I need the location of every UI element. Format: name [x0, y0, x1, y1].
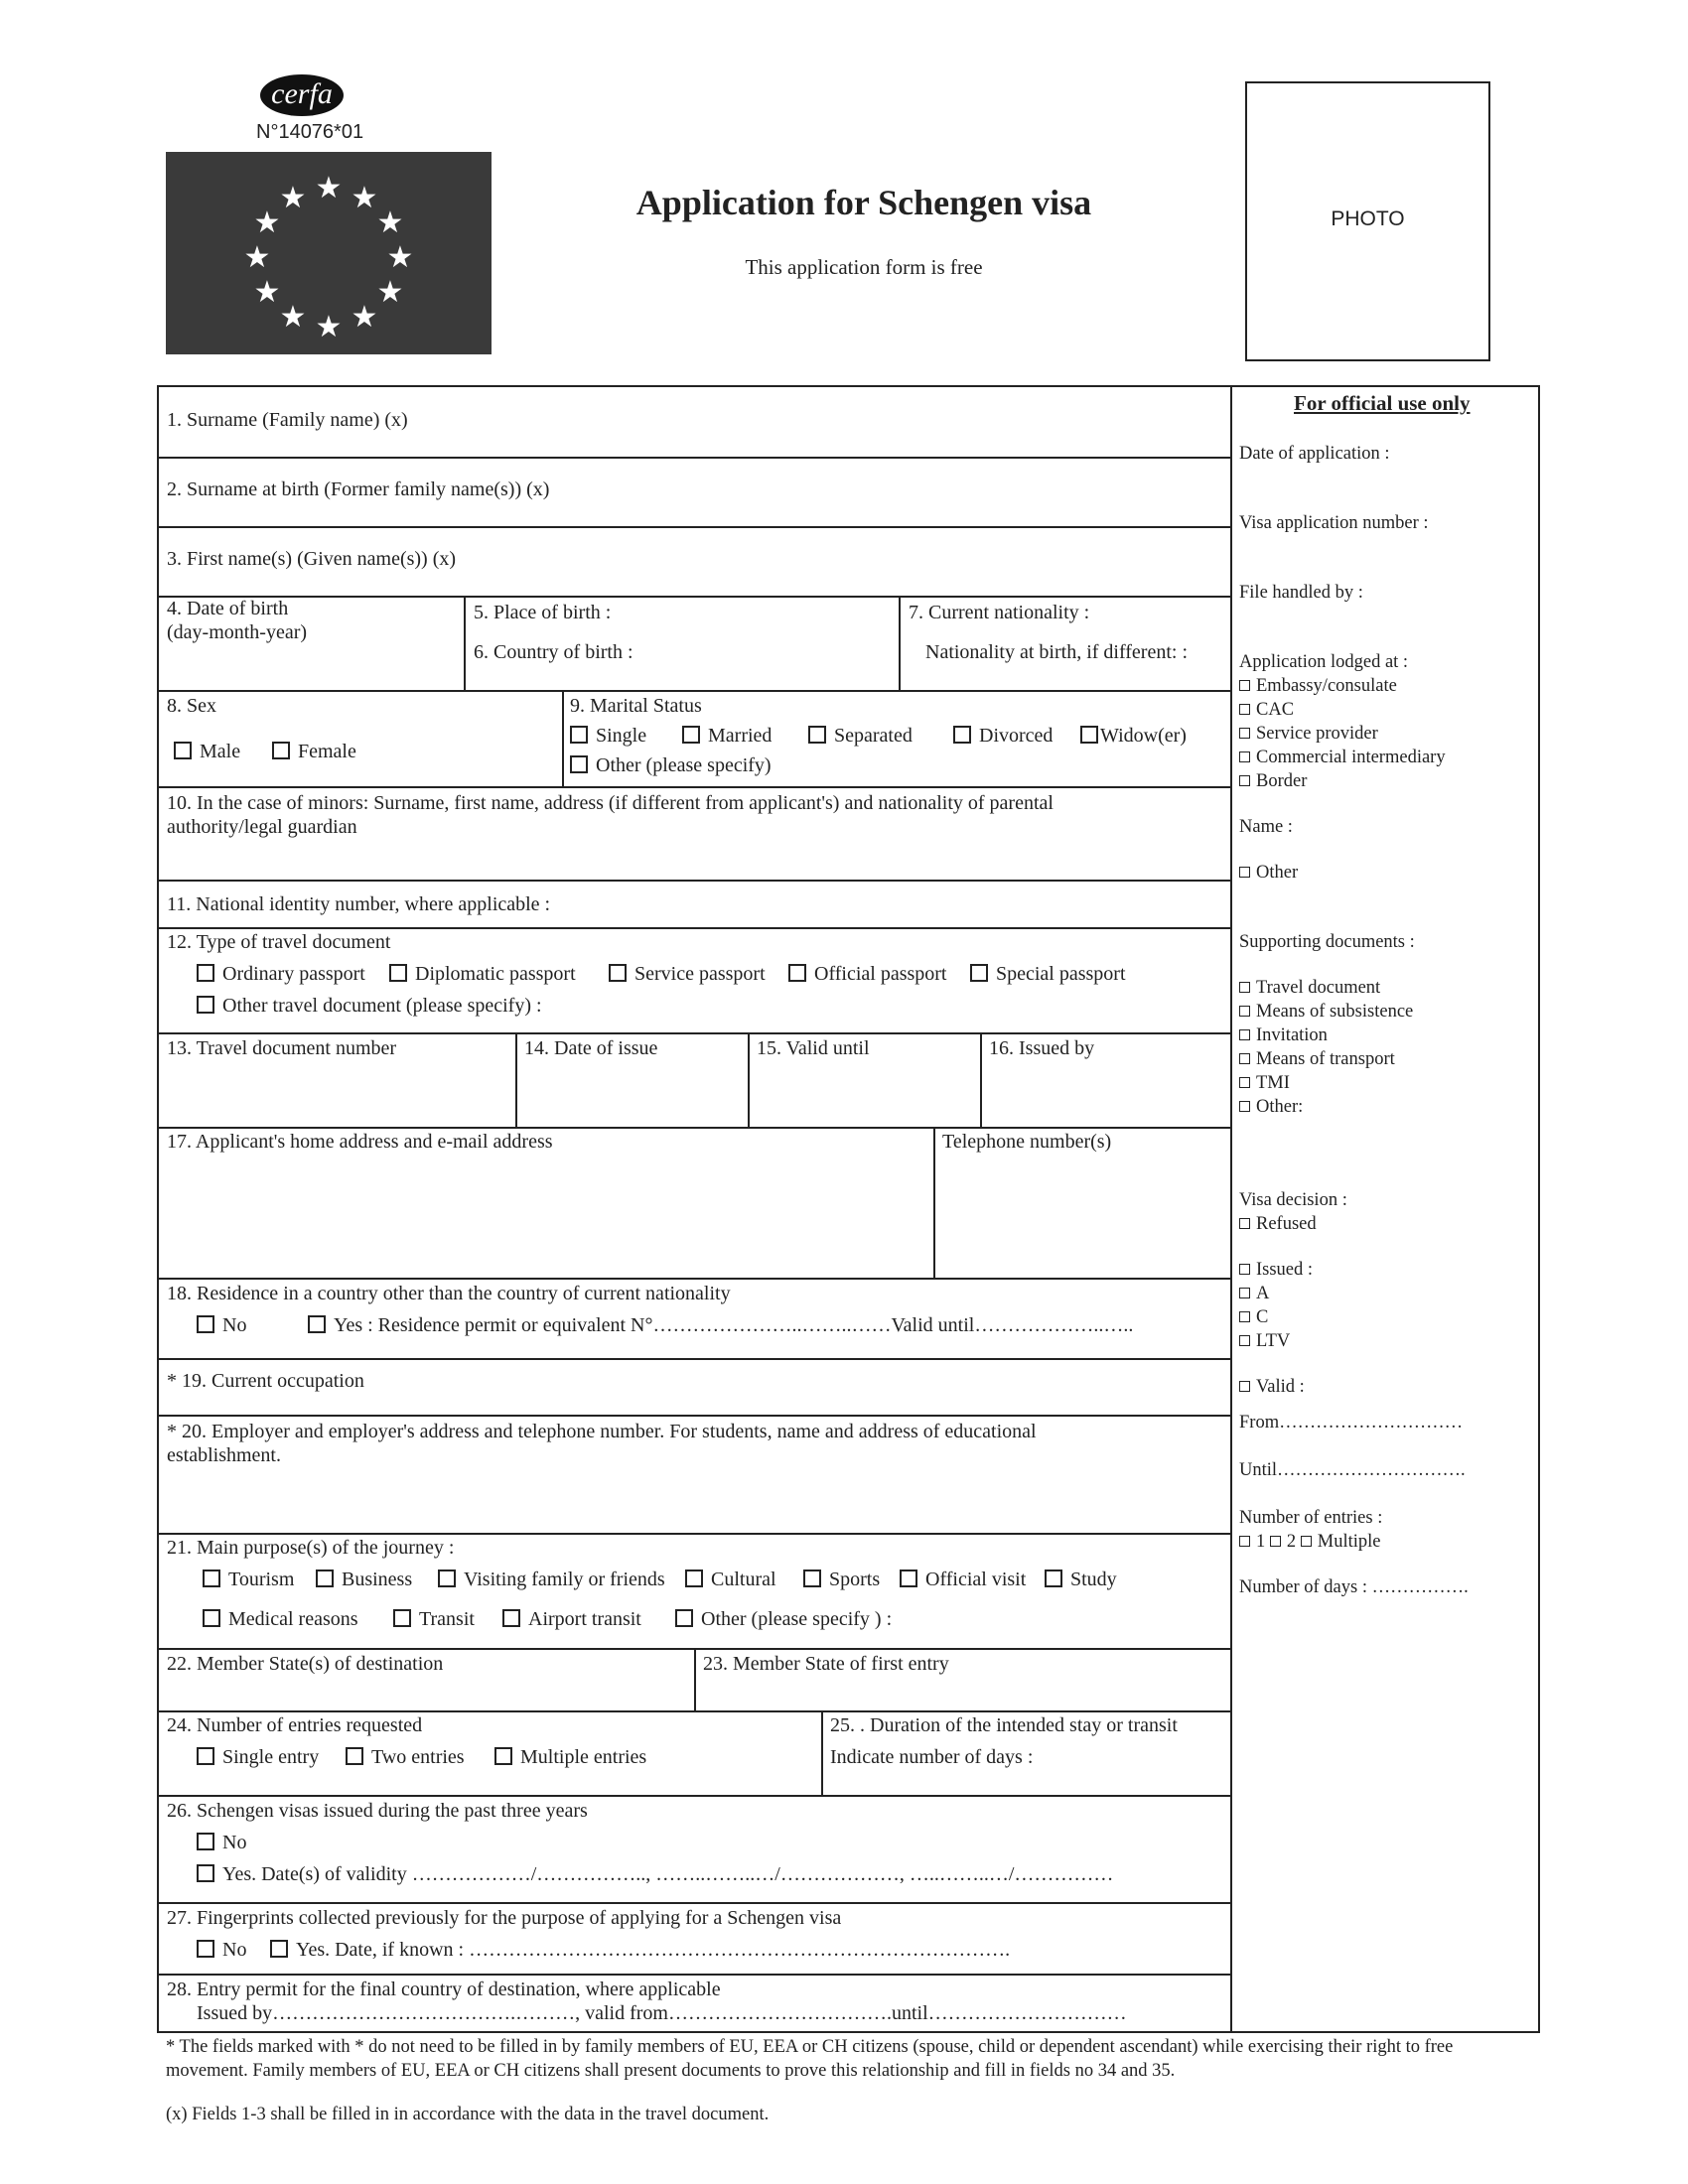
td-diplomatic-option[interactable]: Diplomatic passport — [389, 963, 576, 986]
official-entries-options[interactable]: 1 2 Multiple — [1239, 1531, 1380, 1555]
entries-single-option[interactable]: Single entry — [197, 1746, 319, 1769]
field-22-destination: 22. Member State(s) of destination — [167, 1653, 444, 1675]
checkbox[interactable] — [272, 742, 290, 759]
doc-option[interactable]: Means of subsistence — [1239, 1001, 1413, 1024]
field-7-nationality-at-birth: Nationality at birth, if different: : — [925, 641, 1189, 663]
lodged-option[interactable]: CAC — [1239, 699, 1294, 723]
td-special-option[interactable]: Special passport — [970, 963, 1126, 986]
star-icon: ★ — [279, 300, 307, 335]
checkbox[interactable] — [1239, 751, 1250, 762]
official-file-handled-by: File handled by : — [1239, 583, 1363, 603]
purpose-transit-option[interactable]: Transit — [393, 1608, 475, 1631]
checkbox[interactable] — [270, 1940, 288, 1958]
purpose-business-option[interactable]: Business — [316, 1569, 412, 1591]
checkbox[interactable] — [570, 755, 588, 773]
checkbox[interactable] — [682, 726, 700, 744]
field-15-valid-until: 15. Valid until — [757, 1037, 870, 1059]
decision-refused-option[interactable]: Refused — [1239, 1213, 1317, 1237]
fingerprints-no-option[interactable]: No — [197, 1939, 246, 1962]
checkbox[interactable] — [953, 726, 971, 744]
checkbox[interactable] — [174, 742, 192, 759]
checkbox[interactable] — [1239, 1536, 1250, 1547]
issued-option[interactable]: A — [1239, 1283, 1269, 1306]
issued-option[interactable]: C — [1239, 1306, 1268, 1330]
checkbox[interactable] — [494, 1747, 512, 1765]
entries-multiple-option[interactable]: Multiple entries — [494, 1746, 646, 1769]
checkbox[interactable] — [393, 1609, 411, 1627]
official-visa-decision: Visa decision : — [1239, 1190, 1347, 1210]
purpose-cultural-option[interactable]: Cultural — [685, 1569, 776, 1591]
official-date-of-application: Date of application : — [1239, 444, 1390, 464]
marital-separated-option[interactable]: Separated — [808, 725, 913, 748]
marital-widow-option[interactable]: Widow(er) — [1080, 725, 1187, 748]
checkbox[interactable] — [1239, 1311, 1250, 1322]
checkbox[interactable] — [346, 1747, 363, 1765]
field-10-minors: 10. In the case of minors: Surname, first name, address (if different from applicant's) and nationality of parental — [167, 792, 1054, 814]
doc-option[interactable]: Other: — [1239, 1096, 1303, 1120]
checkbox[interactable] — [197, 1315, 214, 1333]
form-title: Application for Schengen visa — [635, 183, 1092, 222]
checkbox[interactable] — [1239, 1288, 1250, 1298]
field-18-residence: 18. Residence in a country other than the country of current nationality — [167, 1283, 731, 1304]
official-application-lodged-at: Application lodged at : — [1239, 652, 1409, 672]
official-valid-from: From………………………… — [1239, 1413, 1464, 1433]
checkbox[interactable] — [808, 726, 826, 744]
doc-option[interactable]: TMI — [1239, 1072, 1290, 1096]
official-supporting-documents: Supporting documents : — [1239, 932, 1415, 952]
purpose-tourism-option[interactable]: Tourism — [203, 1569, 294, 1591]
field-28-issued-by: Issued by……………………………….………, valid from…………………………….until………………………… — [197, 2002, 1127, 2024]
checkbox[interactable] — [316, 1570, 334, 1587]
star-icon: ★ — [351, 300, 378, 335]
td-service-option[interactable]: Service passport — [609, 963, 766, 986]
field-6-country-of-birth: 6. Country of birth : — [474, 641, 633, 663]
lodged-option[interactable]: Border — [1239, 770, 1307, 794]
checkbox[interactable] — [203, 1609, 220, 1627]
checkbox[interactable] — [570, 726, 588, 744]
checkbox[interactable] — [1239, 704, 1250, 715]
official-valid-until: Until…………………………. — [1239, 1460, 1466, 1480]
checkbox[interactable] — [788, 964, 806, 982]
star-icon: ★ — [376, 205, 404, 240]
field-12-travel-document-type: 12. Type of travel document — [167, 931, 391, 953]
field-5-place-of-birth: 5. Place of birth : — [474, 602, 612, 623]
lodged-option[interactable]: Commercial intermediary — [1239, 747, 1446, 770]
checkbox[interactable] — [1239, 1101, 1250, 1112]
star-icon: ★ — [279, 181, 307, 215]
star-icon: ★ — [315, 310, 343, 344]
checkbox[interactable] — [1239, 1335, 1250, 1346]
form-frame — [157, 385, 1540, 2033]
td-ordinary-option[interactable]: Ordinary passport — [197, 963, 365, 986]
visas-yes-option[interactable]: Yes. Date(s) of validity ………………/…………….., ……..……..…/………………, …..……..…/…………… — [197, 1863, 1113, 1886]
marital-single-option[interactable]: Single — [570, 725, 646, 748]
field-28-entry-permit: 28. Entry permit for the final country of destination, where applicable — [167, 1979, 721, 2000]
checkbox[interactable] — [203, 1570, 220, 1587]
field-8-sex: 8. Sex — [167, 695, 216, 717]
field-16-issued-by: 16. Issued by — [989, 1037, 1095, 1059]
footnote-x: (x) Fields 1-3 shall be filled in in accordance with the data in the travel document. — [166, 2105, 770, 2124]
checkbox[interactable] — [685, 1570, 703, 1587]
doc-option[interactable]: Invitation — [1239, 1024, 1328, 1048]
star-icon: ★ — [243, 240, 271, 275]
checkbox[interactable] — [1239, 775, 1250, 786]
checkbox[interactable] — [197, 1864, 214, 1882]
checkbox[interactable] — [1239, 1006, 1250, 1017]
official-valid-option[interactable]: Valid : — [1239, 1376, 1305, 1400]
field-1-surname: 1. Surname (Family name) (x) — [167, 409, 408, 431]
field-26-schengen-visas: 26. Schengen visas issued during the past three years — [167, 1800, 588, 1822]
field-4-format: (day-month-year) — [167, 621, 308, 643]
checkbox[interactable] — [1239, 1029, 1250, 1040]
marital-married-option[interactable]: Married — [682, 725, 772, 748]
official-number-of-days: Number of days : ……………. — [1239, 1577, 1469, 1597]
field-7-current-nationality: 7. Current nationality : — [909, 602, 1090, 623]
field-13-document-number: 13. Travel document number — [167, 1037, 397, 1059]
checkbox[interactable] — [502, 1609, 520, 1627]
purpose-other-option[interactable]: Other (please specify ) : — [675, 1608, 892, 1631]
purpose-airport-transit-option[interactable]: Airport transit — [502, 1608, 641, 1631]
lodged-option[interactable]: Service provider — [1239, 723, 1378, 747]
checkbox[interactable] — [1239, 1077, 1250, 1088]
cerfa-logo: cerfa — [260, 74, 344, 116]
field-17-home-address: 17. Applicant's home address and e-mail address — [167, 1131, 553, 1153]
official-other-option[interactable]: Other — [1239, 862, 1298, 886]
residence-no-option[interactable]: No — [197, 1314, 246, 1337]
checkbox[interactable] — [675, 1609, 693, 1627]
sex-male-option[interactable]: Male — [174, 741, 240, 763]
field-17-telephone: Telephone number(s) — [942, 1131, 1112, 1153]
photo-box[interactable] — [1245, 81, 1490, 361]
doc-option[interactable]: Travel document — [1239, 977, 1380, 1001]
purpose-official-visit-option[interactable]: Official visit — [900, 1569, 1026, 1591]
footnote-asterisk-line-1: * The fields marked with * do not need to be filled in by family members of EU, EEA or CH citizens (spouse, child or dependent ascendant) while exercising their right to free — [166, 2037, 1454, 2057]
star-icon: ★ — [253, 205, 281, 240]
official-name: Name : — [1239, 817, 1293, 837]
sex-female-option[interactable]: Female — [272, 741, 356, 763]
checkbox[interactable] — [1239, 1381, 1250, 1392]
cerfa-number: N°14076*01 — [256, 121, 364, 143]
field-24-entries: 24. Number of entries requested — [167, 1714, 423, 1736]
entries-two-option[interactable]: Two entries — [346, 1746, 465, 1769]
star-icon: ★ — [315, 171, 343, 205]
checkbox[interactable] — [197, 1747, 214, 1765]
field-21-purpose: 21. Main purpose(s) of the journey : — [167, 1537, 455, 1559]
star-icon: ★ — [253, 275, 281, 310]
star-icon: ★ — [376, 275, 404, 310]
field-25-days: Indicate number of days : — [830, 1746, 1034, 1768]
eu-flag — [166, 152, 492, 354]
field-2-surname-at-birth: 2. Surname at birth (Former family name(s)) (x) — [167, 478, 550, 500]
issued-option[interactable]: LTV — [1239, 1330, 1290, 1354]
checkbox[interactable] — [1239, 680, 1250, 691]
star-icon: ★ — [386, 240, 414, 275]
checkbox[interactable] — [1270, 1536, 1281, 1547]
td-official-option[interactable]: Official passport — [788, 963, 947, 986]
official-use-heading: For official use only — [1294, 391, 1471, 415]
field-20-employer: * 20. Employer and employer's address and telephone number. For students, name and address of educational — [167, 1421, 1037, 1442]
checkbox[interactable] — [1045, 1570, 1062, 1587]
checkbox[interactable] — [1239, 982, 1250, 993]
footnote-asterisk-line-2: movement. Family members of EU, EEA or CH citizens shall present documents to prove this relationship and fill in fields no 34 and 35. — [166, 2061, 1176, 2081]
residence-yes-option[interactable]: Yes : Residence permit or equivalent N°…………………..……..……Valid until………………..….. — [308, 1314, 1133, 1337]
checkbox[interactable] — [803, 1570, 821, 1587]
checkbox[interactable] — [609, 964, 627, 982]
checkbox[interactable] — [1239, 1264, 1250, 1275]
field-4-date-of-birth: 4. Date of birth — [167, 598, 289, 619]
purpose-medical-option[interactable]: Medical reasons — [203, 1608, 358, 1631]
td-other-option[interactable]: Other travel document (please specify) : — [197, 995, 542, 1018]
field-11-national-id: 11. National identity number, where applicable : — [167, 893, 551, 915]
field-20-establishment: establishment. — [167, 1444, 281, 1466]
checkbox[interactable] — [197, 996, 214, 1014]
checkbox[interactable] — [970, 964, 988, 982]
fingerprints-yes-option[interactable]: Yes. Date, if known : ………………………………………………………………………. — [270, 1939, 1010, 1962]
star-icon: ★ — [351, 181, 378, 215]
purpose-study-option[interactable]: Study — [1045, 1569, 1117, 1591]
checkbox[interactable] — [308, 1315, 326, 1333]
marital-divorced-option[interactable]: Divorced — [953, 725, 1053, 748]
checkbox[interactable] — [197, 1833, 214, 1850]
checkbox[interactable] — [389, 964, 407, 982]
marital-other-option[interactable]: Other (please specify) — [570, 754, 772, 777]
checkbox[interactable] — [900, 1570, 917, 1587]
checkbox[interactable] — [1080, 726, 1098, 744]
field-9-marital-status: 9. Marital Status — [570, 695, 702, 717]
visas-no-option[interactable]: No — [197, 1832, 246, 1854]
official-column-divider — [1230, 387, 1232, 2031]
checkbox[interactable] — [197, 964, 214, 982]
photo-label: PHOTO — [1331, 207, 1405, 230]
checkbox[interactable] — [197, 1940, 214, 1958]
checkbox[interactable] — [1239, 1218, 1250, 1229]
checkbox[interactable] — [1239, 867, 1250, 878]
checkbox[interactable] — [1239, 728, 1250, 739]
field-19-occupation: * 19. Current occupation — [167, 1370, 364, 1392]
field-23-first-entry: 23. Member State of first entry — [703, 1653, 949, 1675]
checkbox[interactable] — [1301, 1536, 1312, 1547]
field-10-guardian: authority/legal guardian — [167, 816, 357, 838]
field-27-fingerprints: 27. Fingerprints collected previously for the purpose of applying for a Schengen visa — [167, 1907, 842, 1929]
purpose-visiting-option[interactable]: Visiting family or friends — [438, 1569, 665, 1591]
form-subtitle: This application form is free — [745, 255, 983, 279]
field-14-date-of-issue: 14. Date of issue — [524, 1037, 658, 1059]
decision-issued-option[interactable]: Issued : — [1239, 1259, 1313, 1283]
checkbox[interactable] — [438, 1570, 456, 1587]
field-3-first-names: 3. First name(s) (Given name(s)) (x) — [167, 548, 457, 570]
lodged-option[interactable]: Embassy/consulate — [1239, 675, 1397, 699]
doc-option[interactable]: Means of transport — [1239, 1048, 1395, 1072]
field-25-duration: 25. . Duration of the intended stay or transit — [830, 1714, 1178, 1736]
official-number-of-entries: Number of entries : — [1239, 1508, 1383, 1528]
checkbox[interactable] — [1239, 1053, 1250, 1064]
purpose-sports-option[interactable]: Sports — [803, 1569, 880, 1591]
official-visa-application-number: Visa application number : — [1239, 513, 1429, 533]
